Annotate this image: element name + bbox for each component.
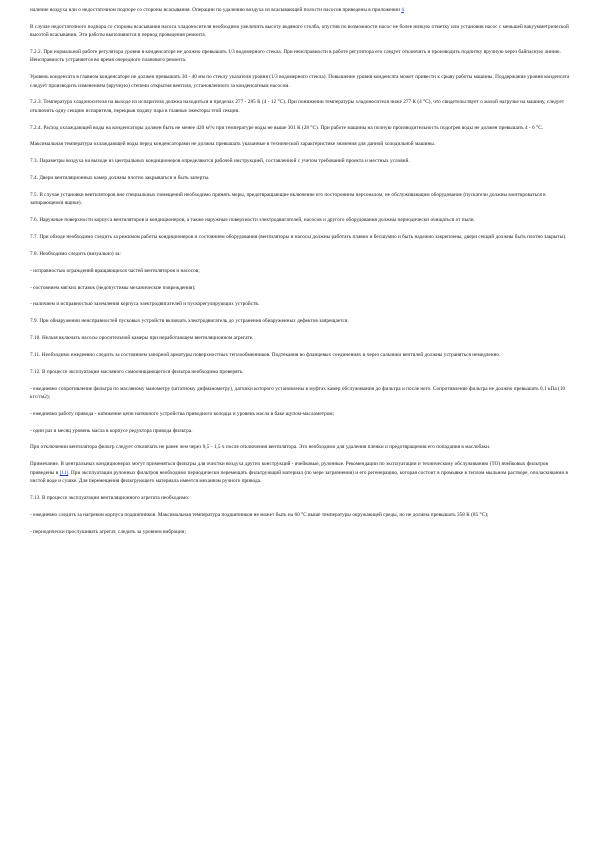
paragraph-text: наличие воздуха или о недостаточном подпоре со стороны всасывания. Операции по удалению воздуха из всасывающей полости насосов приведены в приложении [30, 7, 402, 13]
paragraph-text: 7.11. Необходимо ежедневно следить за состоянием запорной арматуры поверхностных теплообменников. Подтекания во фланцевых соединениях и через сальники вентилей должны устраняться немедленно. [30, 351, 501, 358]
paragraph-p07 [30, 140, 570, 148]
paragraph-text: - один раз в месяц уровень масла в корпусе редуктора привода фильтра. [30, 427, 193, 434]
paragraph-p13 [30, 250, 570, 258]
paragraph-p16 [30, 300, 570, 308]
paragraph-text: 7.2.4. Расход охлаждающей воды на конденсаторы должен быть не менее 420 м³/ч при температуре воды не выше 301 К (28 °С). При работе машины на полную производительность подогрев воды не должен превышать 4 - 6 °С. [30, 124, 544, 131]
paragraph-p15 [30, 284, 570, 292]
paragraph-p11 [30, 216, 570, 224]
paragraph-text: В случае недостаточного подпора со стороны всасывания насоса хладоносителя необходимо увеличить высоту водяного столба, опустив по возможности насос не более низкую отметку или установив насос с меньшей вакуумметрической высотой всасывания. Эти работы выполняются в период проведения ремонта. [30, 23, 569, 39]
paragraph-text: - состоянием мягких вставок (недопустимы механические повреждения); [30, 284, 196, 291]
paragraph-p26 [30, 494, 570, 502]
paragraph-p24 [30, 443, 570, 451]
paragraph-p02 [30, 23, 570, 40]
paragraph-text: - исправностью ограждений вращающихся частей вентиляторов и насосов; [30, 267, 200, 274]
paragraph-text: 7.12. В процессе эксплуатации масляного самоочищающегося фильтра необходимо проверять: [30, 368, 244, 375]
paragraph-p19 [30, 351, 570, 359]
paragraph-text: - периодически прослушивать агрегат, следить за уровнем вибрации; [30, 528, 186, 535]
paragraph-text: 7.9. При обнаружении неисправностей пусковых устройств включать электродвигатель до устранения обнаруженных дефектов запрещается. [30, 318, 349, 325]
paragraph-text: - наличием и исправностью заземления корпуса электродвигателей и пускорегулирующих устройств. [30, 301, 260, 308]
paragraph-p09 [30, 174, 570, 182]
paragraph-text: 7.7. При обходе необходимо следить за режимом работы кондиционеров и состоянием оборудования (вентиляторы и насосы должны работать плавно и бесшумно и быть надежно закреплены, двери секций должны быть плотно закрыты). [30, 234, 567, 240]
paragraph-p05 [30, 98, 570, 115]
reference-link[interactable]: 4 [401, 7, 404, 13]
document-page [30, 6, 570, 544]
reference-link[interactable]: [11] [59, 469, 69, 476]
paragraph-text: 7.2.3. Температура хладоносителя на выходе из испарителя должна находиться в пределах 277 - 285 К (4 - 12 °С). При понижении температуры хладоносителя ниже 277 К (4 °С), что свидетельствует о малой нагрузке на машину, следует отключить одну секцию испарителя, перекрыв подачу пара в главные эжекторы этой секции. [30, 99, 565, 114]
paragraph-text: 7.8. Необходимо следить (визуально) за: [30, 250, 121, 257]
paragraph-p23 [30, 427, 570, 435]
paragraph-p01 [30, 6, 570, 14]
paragraph-p17 [30, 317, 570, 325]
paragraph-p27 [30, 511, 570, 519]
paragraph-p18 [30, 334, 570, 342]
paragraph-text: 7.6. Наружные поверхности корпуса вентиляторов и кондиционеров, а также наружные поверхности электродвигателей, насосов и другого оборудования должны периодически очищаться от пыли. [30, 217, 475, 224]
paragraph-text: . [403, 7, 406, 13]
paragraph-p28 [30, 528, 570, 536]
paragraph-text: 7.5. В случае установки вентиляторов вне специальных помещений необходимо принять меры, предотвращающие включение его посторонним персоналом, не обслуживающим оборудование (пускатели должны монтироваться в запирающемся ящике). [30, 191, 546, 207]
paragraph-text: 7.3. Параметры воздуха на выходе из центральных кондиционеров определяются рабочей инструкцией, составленной с учетом требований проекта и местных условий. [30, 158, 410, 165]
paragraph-p06 [30, 124, 570, 132]
paragraph-text: - ежедневно работу привода - натяжение цепи натяжного устройства приводного колодца и уровень масла в баке щупом-маслометром; [30, 410, 335, 417]
paragraph-text: Примечание. В центральных кондиционерах могут применяться фильтры для очистки воздуха других конструкций - ячейковые, рулонные. Рекомендации по эксплуатации и техническому обслуживанию (ТО) ячейковых фильтров приведены в [30, 461, 549, 476]
paragraph-text: 7.4. Двери вентиляционных камер должны плотно закрываться и быть заперты. [30, 175, 210, 182]
paragraph-text: - ежедневно сопротивление фильтра по масляному манометру (штатному дифманометру), датчики которого установлены в муфтах камер обслуживания до фильтра и после него. Сопротивление фильтра не должно превышать 0,1 кПа (10 кгс/см2); [30, 385, 566, 400]
paragraph-p22 [30, 410, 570, 418]
paragraph-p04 [30, 73, 570, 90]
paragraph-p20 [30, 368, 570, 376]
paragraph-text: . При эксплуатации рулонных фильтров необходимо периодически перемещать фильтрующий материал (по мере загрязнения) и его регенерацию, которая состоит в промывке в теплом мыльном растворе, ополаскивании в чистой воде и сушке. Для перемещения фильтрующего материала имеется механизм ручного привода. [30, 469, 569, 484]
paragraph-text: Уровень конденсата в главном конденсаторе не должен превышать 30 - 40 мм по стеклу указателя уровня (1/3 водомерного стекла). Повышение уровня конденсата может привести к срыву работы машины. Поддержание уровня конденсата следует производить изменением (вручную) степени открытия вентиля, установленного за конденсатным насосом. [30, 74, 570, 89]
paragraph-p12 [30, 233, 570, 241]
paragraph-text: Максимальная температура охлаждающей воды перед конденсаторами не должна превышать указанные в технической характеристике значения для данной холодильной машины. [30, 141, 436, 148]
paragraph-text: - ежедневно следить за нагревом корпуса подшипников. Максимальная температура подшипников не может быть на 60 °С выше температуры окружающей среды, но не должна превышать 358 К (85 °С); [30, 511, 489, 518]
paragraph-p10 [30, 191, 570, 208]
paragraph-text: 7.13. В процессе эксплуатации вентиляционного агрегата необходимо: [30, 494, 190, 501]
paragraph-p25 [30, 460, 570, 485]
paragraph-text: 7.10. Нельзя включать насосы оросительной камеры при неработающем вентиляционном агрегате. [30, 335, 254, 342]
paragraph-p03 [30, 48, 570, 65]
paragraph-text: 7.2.2. При нормальной работе регулятора уровня в конденсаторе не должно превышать 1/3 водомерного стекла. При неисправности в работе регулятора его следует отключить и производить подпитку вручную через байпасную линию. Неисправность устраняется во время очередного планового ремонта. [30, 49, 561, 64]
paragraph-p14 [30, 267, 570, 275]
paragraph-p08 [30, 157, 570, 165]
paragraph-p21 [30, 385, 570, 402]
paragraph-text: При отключении вентилятора фильтр следует отключать не ранее чем через 0,5 - 1,5 ч после отключения вентилятора. Это необходимо для удаления пленки и предотвращения его попадания в маслобаки. [30, 444, 491, 451]
